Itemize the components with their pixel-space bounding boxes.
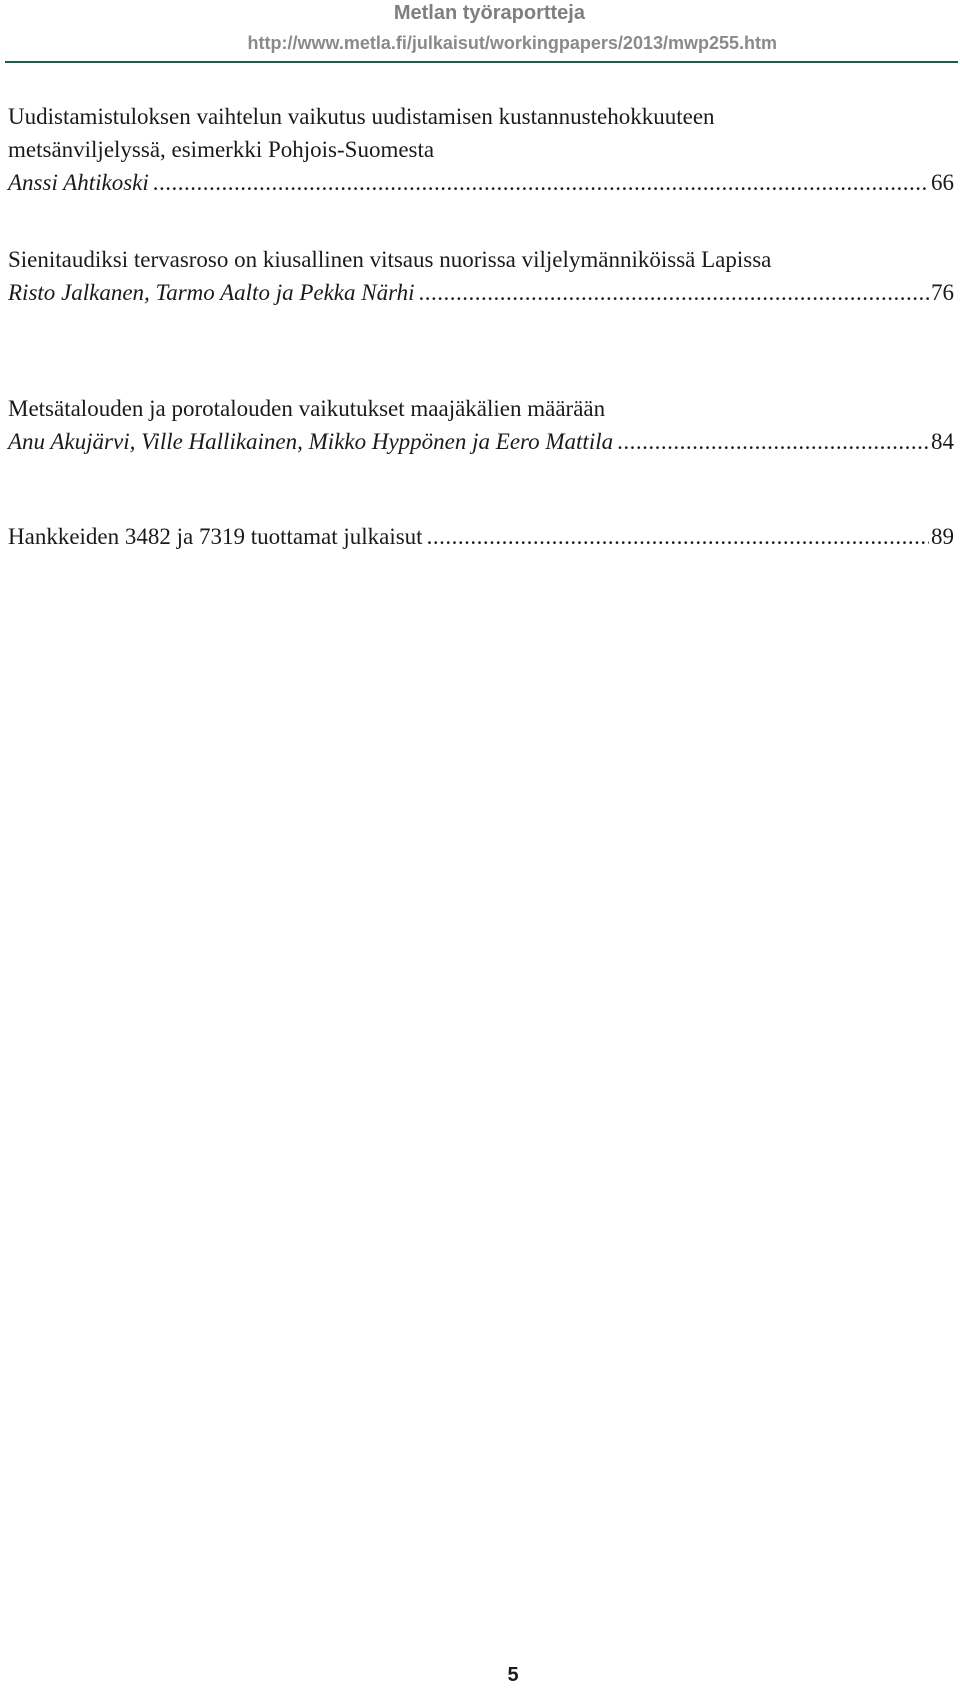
toc-entry[interactable] — [8, 100, 954, 199]
dot-leader — [153, 166, 929, 199]
toc-entry-title-line: Uudistamistuloksen vaihtelun vaikutus uudistamisen kustannustehokkuuteen — [8, 104, 715, 129]
dot-leader — [427, 520, 929, 553]
series-url-link[interactable]: http://www.metla.fi/julkaisut/workingpapers/2013/mwp255.htm — [247, 33, 777, 53]
toc-entry-authors: Risto Jalkanen, Tarmo Aalto ja Pekka Närhi — [8, 280, 415, 305]
page-number: 5 — [507, 1664, 519, 1686]
header-divider — [5, 61, 958, 63]
toc-entry-title: Hankkeiden 3482 ja 7319 tuottamat julkaisut — [8, 524, 423, 549]
toc-entry[interactable] — [8, 392, 954, 458]
series-title: Metlan työraportteja — [393, 2, 585, 24]
toc-entry-title-row — [8, 520, 954, 553]
page-header — [0, 0, 960, 64]
toc-entry-title-line: Sienitaudiksi tervasroso on kiusallinen vitsaus nuorissa viljelymänniköissä Lapissa — [8, 247, 772, 272]
toc-entry-page: 76 — [931, 280, 954, 305]
toc-entry[interactable] — [8, 520, 954, 553]
toc-entry-page: 66 — [931, 170, 954, 195]
toc-entry-title-line: metsänviljelyssä, esimerkki Pohjois-Suomesta — [8, 137, 435, 162]
toc-entry-authors: Anssi Ahtikoski — [8, 170, 149, 195]
dot-leader — [617, 425, 929, 458]
toc-entry-authors-row — [8, 425, 954, 458]
toc-entry-authors-row — [8, 276, 954, 309]
toc-entry-authors: Anu Akujärvi, Ville Hallikainen, Mikko Hyppönen ja Eero Mattila — [8, 429, 614, 454]
toc-entry[interactable] — [8, 243, 954, 309]
toc-entry-authors-row — [8, 166, 954, 199]
toc-entry-page: 84 — [931, 429, 954, 454]
dot-leader — [419, 276, 929, 309]
toc-entry-title-line: Metsätalouden ja porotalouden vaikutukset maajäkälien määrään — [8, 396, 606, 421]
toc-entry-page: 89 — [931, 524, 954, 549]
